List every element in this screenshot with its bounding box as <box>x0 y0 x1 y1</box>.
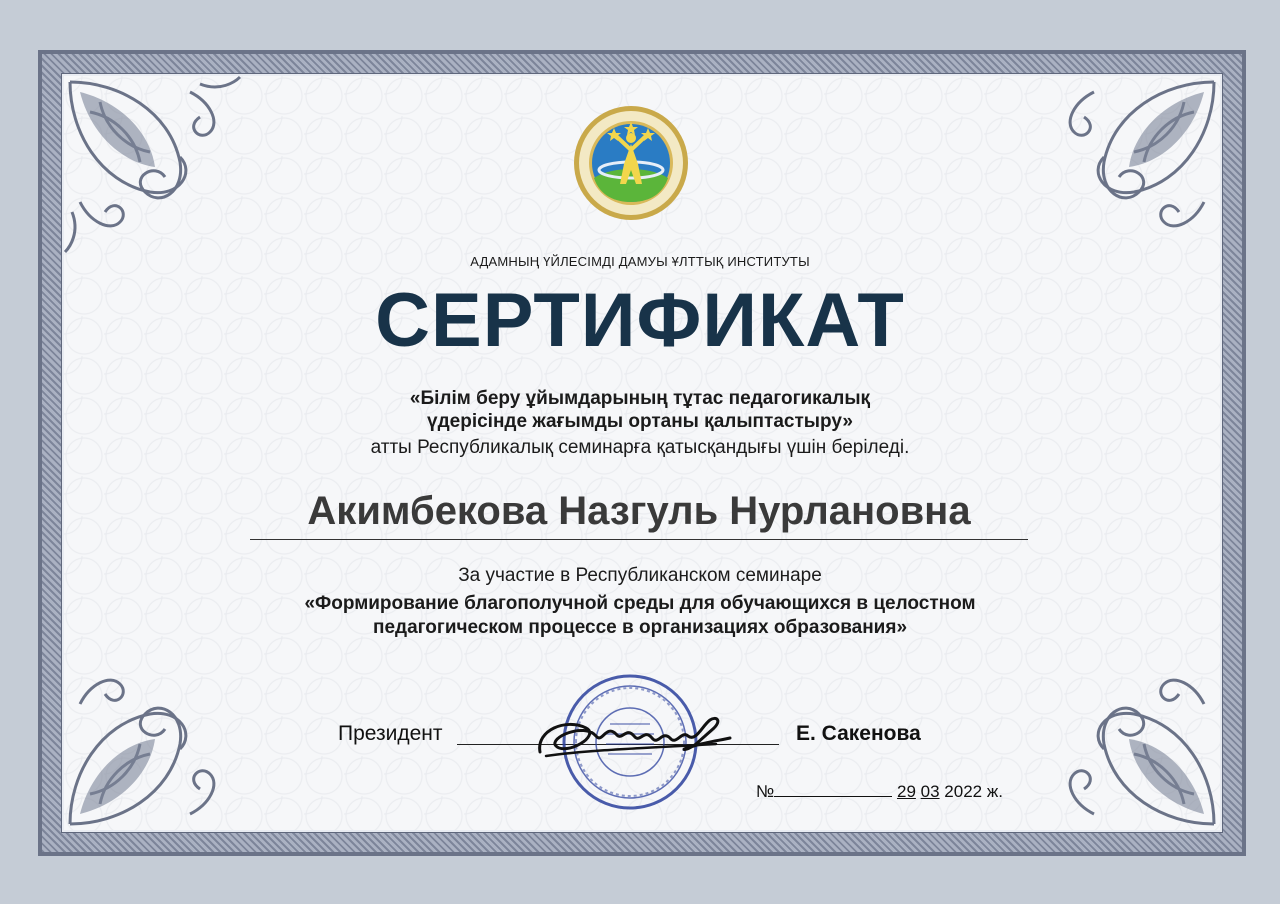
president-name: Е. Сакенова <box>796 722 921 745</box>
date-year: 2022 ж. <box>944 782 1003 801</box>
signature-icon <box>526 700 736 770</box>
number-label: № <box>756 782 775 801</box>
corner-ornament-icon <box>1034 72 1224 262</box>
number-blank <box>774 782 892 797</box>
date-month: 03 <box>920 782 940 801</box>
corner-ornament-icon <box>60 72 250 262</box>
date-day: 29 <box>896 782 916 801</box>
russian-participation-text: За участие в Республиканском семинаре <box>458 565 822 586</box>
president-label: Президент <box>338 722 443 745</box>
kazakh-seminar-title-line2: үдерісінде жағымды ортаны қалыптастыру» <box>427 411 853 432</box>
certificate-title: СЕРТИФИКАТ <box>375 278 905 363</box>
corner-ornament-icon <box>1034 644 1224 834</box>
kazakh-seminar-title-line1: «Білім беру ұйымдарының тұтас педагогикалық <box>409 388 871 409</box>
institute-logo-icon <box>572 104 690 222</box>
kazakh-award-text: атты Республикалық семинарға қатысқандығы үшін беріледі. <box>370 437 910 458</box>
institute-name: АДАМНЫҢ ҮЙЛЕСІМДІ ДАМУЫ ҰЛТТЫҚ ИНСТИТУТЫ <box>470 254 810 269</box>
corner-ornament-icon <box>60 644 250 834</box>
recipient-name: Акимбекова Назгуль Нурлановна <box>250 484 1028 540</box>
russian-seminar-title-line2: педагогическом процессе в организациях образования» <box>372 617 908 638</box>
russian-seminar-title-line1: «Формирование благополучной среды для обучающихся в целостном <box>304 593 976 614</box>
certificate-number-date <box>756 782 1003 802</box>
